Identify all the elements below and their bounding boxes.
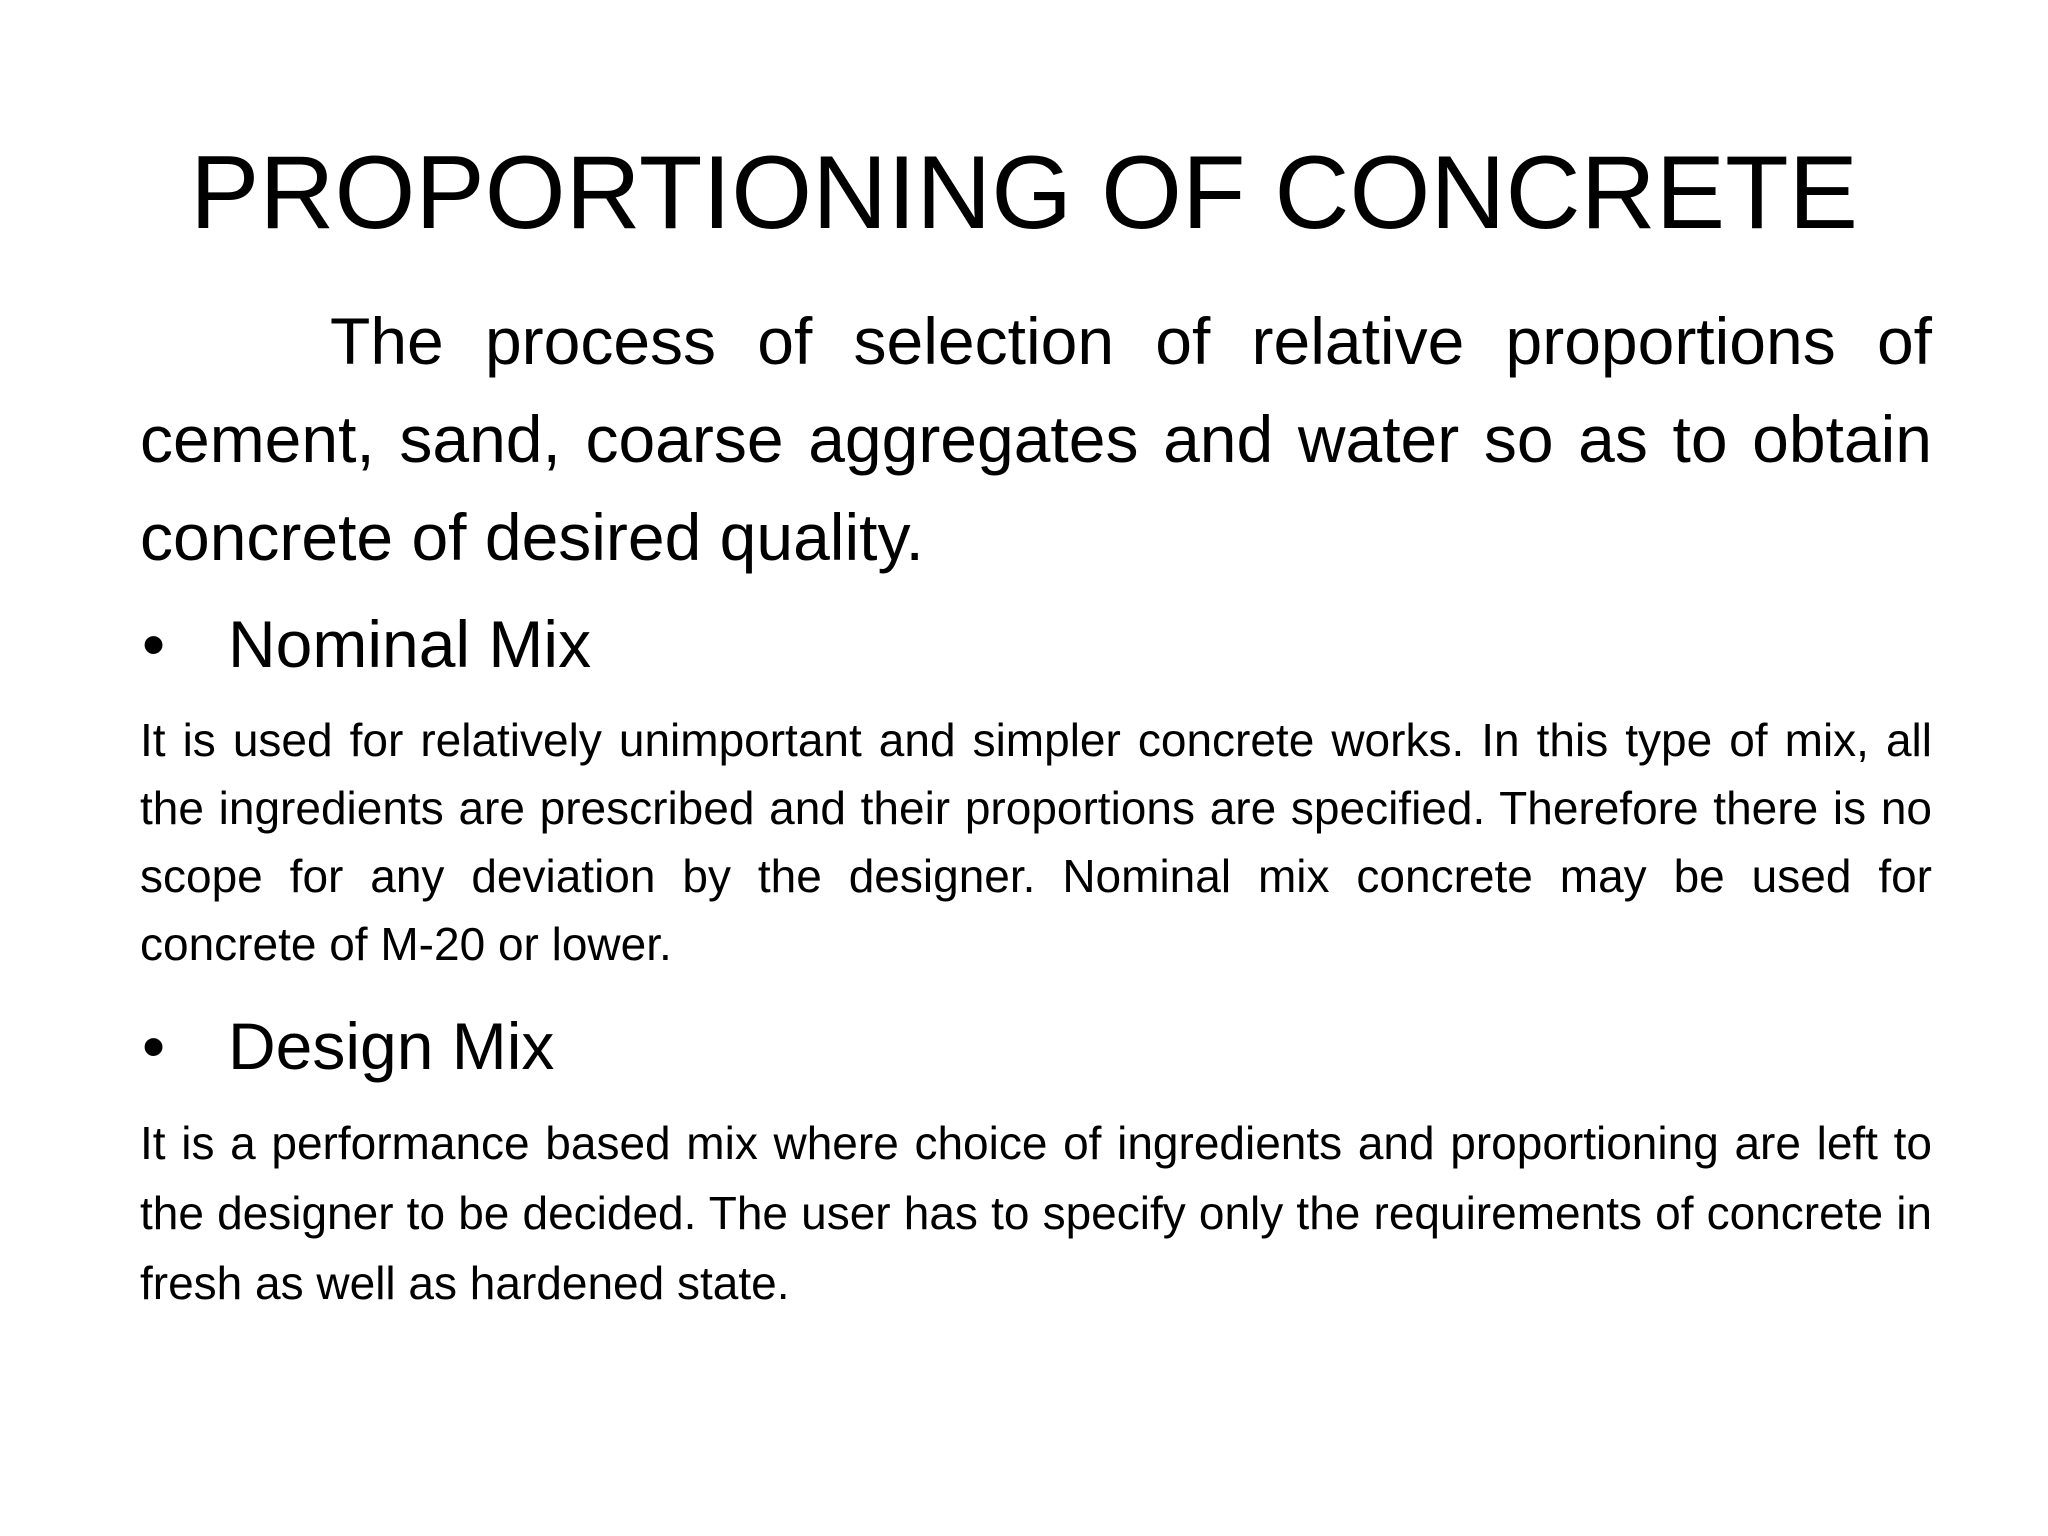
slide-title: PROPORTIONING OF CONCRETE [190, 135, 1858, 251]
bullet-item-design-mix [140, 1004, 1932, 1088]
nominal-mix-description: It is used for relatively unimportant and simpler concrete works. In this type of mix, all the ingredients are prescribed and their proportions are specified. Therefore there is no scope for any deviation by the designer. Nominal mix concrete may be used for concrete of M-20 or lower. [140, 714, 1932, 970]
design-mix-description: It is a performance based mix where choice of ingredients and proportioning are left to the designer to be decided. The user has to specify only the requirements of concrete in fresh as well as hardened state. [140, 1117, 1932, 1309]
bullet-item-nominal-mix [140, 602, 1932, 686]
bullet-dot: • [142, 607, 166, 681]
bullet-heading: Nominal Mix [228, 607, 592, 681]
bullet-dot: • [142, 1009, 166, 1083]
bullet-heading: Design Mix [228, 1009, 555, 1083]
intro-paragraph: The process of selection of relative proportions of cement, sand, coarse aggregates and water so as to obtain concrete of desired quality. [140, 304, 1932, 574]
